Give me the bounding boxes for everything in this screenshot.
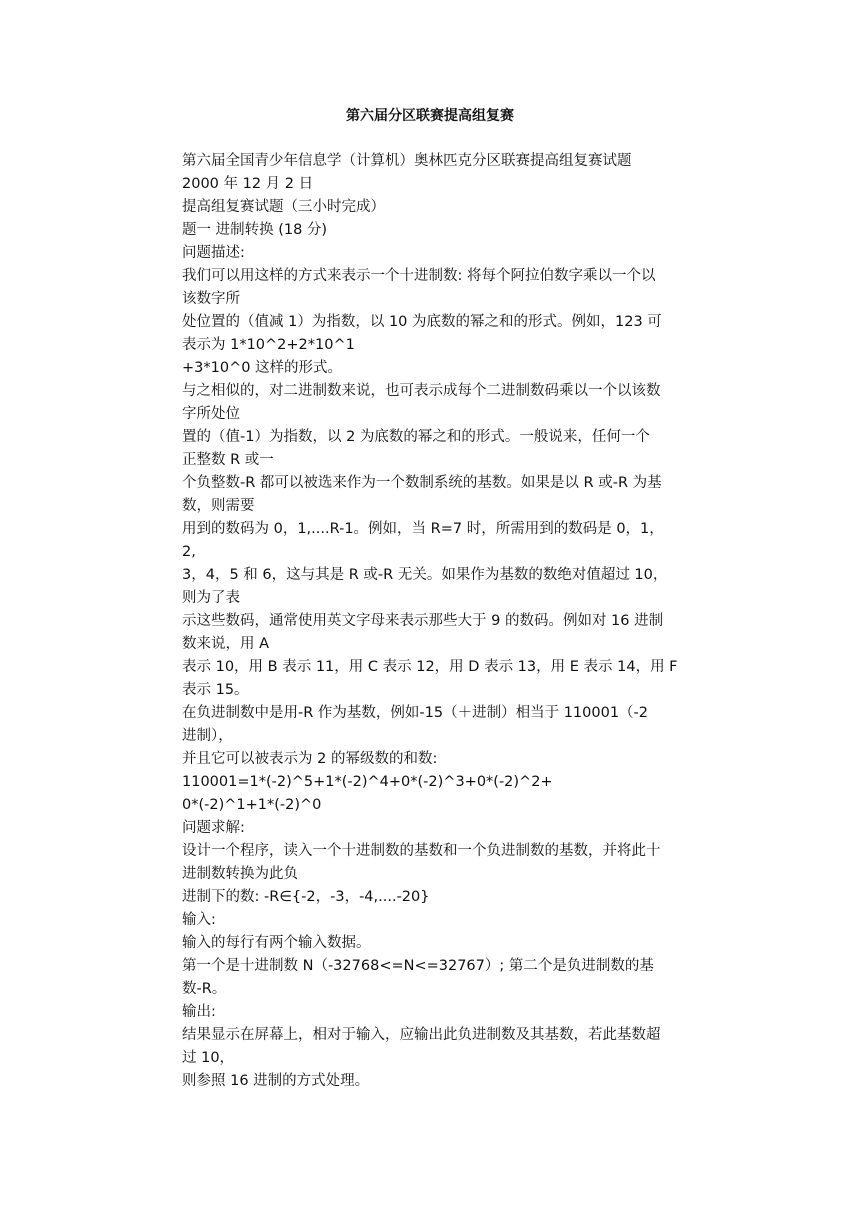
body-line: 进制下的数: -R∈{-2，-3，-4,....-20} [182, 889, 430, 905]
body-line: 并且它可以被表示为 2 的幂级数的和数: [182, 751, 438, 767]
document-body [182, 150, 682, 1093]
body-line: 3，4，5 和 6，这与其是 R 或-R 无关。如果作为基数的数绝对值超过 10， [182, 567, 668, 583]
body-line: 表示 15。 [182, 682, 249, 698]
body-line: 110001=1*(-2)^5+1*(-2)^4+0*(-2)^3+0*(-2)^2+ [182, 774, 553, 790]
body-line: 示这些数码，通常使用英文字母来表示那些大于 9 的数码。例如对 16 进制 [182, 613, 664, 629]
body-line: 问题求解: [182, 820, 245, 836]
body-line: 置的（值-1）为指数，以 2 为底数的幂之和的形式。一般说来，任何一个 [182, 429, 650, 445]
body-line: 我们可以用这样的方式来表示一个十进制数: 将每个阿拉伯数字乘以一个以 [182, 268, 656, 284]
body-line: 问题描述: [182, 245, 245, 261]
body-line: 进制）， [182, 728, 233, 744]
body-line: 2000 年 12 月 2 日 [182, 176, 314, 192]
body-line: 题一 进制转换 (18 分) [182, 222, 328, 238]
body-line: 在负进制数中是用-R 作为基数，例如-15（＋进制）相当于 110001（-2 [182, 705, 649, 721]
body-line: 则参照 16 进制的方式处理。 [182, 1073, 370, 1089]
body-line: 字所处位 [182, 406, 240, 422]
body-line: 处位置的（值减 1）为指数，以 10 为底数的幂之和的形式。例如，123 可 [182, 314, 662, 330]
body-line: 正整数 R 或一 [182, 452, 274, 468]
body-line: 则为了表 [182, 590, 240, 606]
body-line: 该数字所 [182, 291, 240, 307]
body-line: 个负整数-R 都可以被选来作为一个数制系统的基数。如果是以 R 或-R 为基 [182, 475, 662, 491]
body-line: 进制数转换为此负 [182, 866, 298, 882]
body-line: 过 10， [182, 1050, 235, 1066]
body-line: 第一个是十进制数 N（-32768<=N<=32767）; 第二个是负进制数的基 [182, 958, 654, 974]
page-title: 第六届分区联赛提高组复赛 [346, 108, 514, 124]
body-line: 输出: [182, 1004, 216, 1020]
body-line: 0*(-2)^1+1*(-2)^0 [182, 797, 322, 813]
body-line: 输入: [182, 912, 216, 928]
body-line: 第六届全国青少年信息学（计算机）奥林匹克分区联赛提高组复赛试题 [182, 153, 632, 169]
body-line: 表示为 1*10^2+2*10^1 [182, 337, 355, 353]
body-line: 数来说，用 A [182, 636, 270, 652]
body-line: 数，则需要 [182, 498, 255, 514]
body-line: 表示 10，用 B 表示 11，用 C 表示 12，用 D 表示 13，用 E 表示 14，用 F [182, 659, 678, 675]
body-line: 设计一个程序，读入一个十进制数的基数和一个负进制数的基数，并将此十 [182, 843, 661, 859]
body-line: 结果显示在屏幕上，相对于输入，应输出此负进制数及其基数，若此基数超 [182, 1027, 661, 1043]
body-line: 用到的数码为 0，1,....R-1。例如，当 R=7 时，所需用到的数码是 0，1， [182, 521, 664, 537]
body-line: 输入的每行有两个输入数据。 [182, 935, 371, 951]
body-line: +3*10^0 这样的形式。 [182, 360, 343, 376]
body-line: 与之相似的，对二进制数来说，也可表示成每个二进制数码乘以一个以该数 [182, 383, 661, 399]
body-line: 提高组复赛试题（三小时完成） [182, 199, 385, 215]
body-line: 2, [182, 544, 196, 560]
body-line: 数-R。 [182, 981, 227, 997]
